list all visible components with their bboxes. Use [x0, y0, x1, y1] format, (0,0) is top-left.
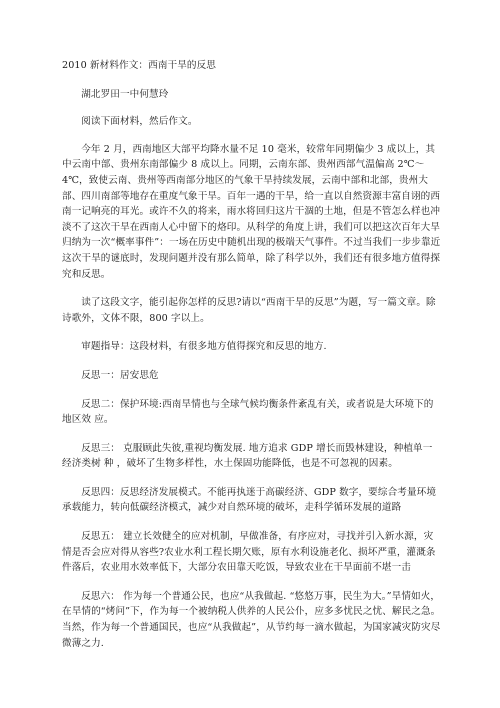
- guide-line: 审题指导：这段材料，有很多地方值得探究和反思的地方.: [81, 341, 327, 353]
- reflection-1: 反思一：居安思危: [81, 369, 159, 381]
- reflection-3: 反思三： 克服顾此失彼,重视均衡发展. 地方追求 GDP 增长而毁林建设，种植单一经济类树 种 ，破坏了生物多样性，水土保固功能降低，也是不可忽视的因素。: [62, 442, 433, 470]
- instruction-line: 阅读下面材料，然后作文。: [81, 116, 198, 128]
- reflection-2: 反思二：保护环境:西南旱情也与全球气候均衡条件紊乱有关，或者说是大环境下的地区效 应。: [62, 398, 434, 426]
- document-title: 2010 新材料作文：西南干旱的反思: [62, 60, 216, 71]
- reflection-6: 反思六： 作为每一个普通公民，也应“从我做起. “悠悠万事，民生为大。”旱情如火，在旱情的“烤问”下，作为每一个被纳税人供养的人民公仆，应多多忧民之忧、解民之急。当然，作为每一个普通国民，也应“从我做起”，从节约每一滴水做起，为国家减灾防灾尽微薄之力.: [62, 590, 441, 649]
- material-paragraph: 今年 2 月，西南地区大部平均降水量不足 10 毫米，较常年同期偏少 3 成以上，其中云南中部、贵州东南部偏少 8 成以上。同期，云南东部、贵州西部气温偏高 2℃～4℃，致使云南、贵州等西南部分地区的气象干旱持续发展，云南中部和北部，贵州大部、四川南部等地存在重度气象干旱。百年一遇的干旱，给一直以自然资源丰富自诩的西南一记响亮的耳光。或许不久的将来，雨水将回归这片干涸的土地，但是不管怎么样也冲淡不了这次干旱在西南人心中留下的烙印。从科学的角度上讲，我们可以把这次百年大旱归纳为一次“概率事件”：一场在历史中随机出现的极端天气事件。不过当我们一步步靠近这次干旱的谜底时，发现问题并没有那么简单，除了科学以外，我们还有很多地方值得探究和反思。: [62, 143, 441, 280]
- reflection-5: 反思五： 建立长效健全的应对机制，早做准备，有序应对，寻找并引入新水源，灾情是否会应对得从容些?农业水利工程长期欠账，原有水利设施老化、损坏严重，灌溉条件落后，农业用水效率低下，大部分农田靠天吃饭，导致农业在干旱面前不堪一击: [62, 531, 436, 574]
- reflection-4: 反思四：反思经济发展模式。不能再执迷于高碳经济、GDP 数字，要综合考量环境承载能力，转向低碳经济模式，减少对自然环境的破坏，走科学循环发展的道路: [62, 486, 437, 514]
- document-body: [62, 58, 442, 664]
- writing-prompt: 读了这段文字，能引起你怎样的反思?请以“西南干旱的反思”为题，写一篇文章。除诗歌外，文体不限，800 字以上。: [62, 297, 436, 324]
- author-line: 湖北罗田一中何慧玲: [81, 88, 169, 100]
